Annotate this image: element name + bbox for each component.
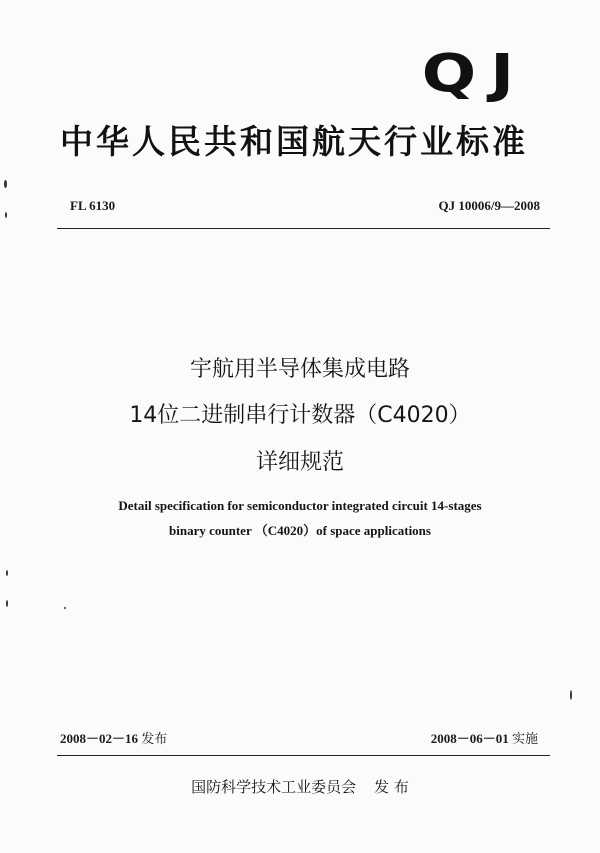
scan-speck bbox=[64, 607, 66, 609]
title-en-line-1: Detail specification for semiconductor integrated circuit 14-stages bbox=[118, 498, 482, 513]
standard-category-title: 中华人民共和国航天行业标准 bbox=[60, 122, 528, 161]
scan-speck bbox=[5, 212, 7, 218]
scan-speck bbox=[6, 570, 8, 576]
date-row bbox=[60, 728, 538, 748]
effective-label: 实施 bbox=[511, 732, 538, 747]
issuer-action: 发 布 bbox=[374, 778, 409, 796]
qj-logo: QJ bbox=[421, 43, 528, 105]
scan-speck bbox=[570, 690, 572, 700]
title-zh-line-1: 宇航用半导体集成电路 bbox=[189, 357, 410, 382]
issue-label: 发布 bbox=[141, 732, 168, 747]
top-divider bbox=[57, 228, 550, 229]
effective-date: 2008－06－01 bbox=[430, 731, 509, 746]
code-row bbox=[70, 198, 540, 218]
title-zh-line-3: 详细规范 bbox=[255, 450, 344, 475]
title-zh-line-2: 14位二进制串行计数器（C4020） bbox=[129, 403, 471, 428]
title-en-line-2: binary counter （C4020）of space applications bbox=[169, 523, 431, 538]
standard-number: QJ 10006/9—2008 bbox=[438, 198, 540, 213]
issue-date: 2008－02－16 bbox=[60, 731, 139, 746]
classification-code: FL 6130 bbox=[70, 198, 116, 213]
issue-date-block bbox=[60, 728, 167, 747]
issuer-line bbox=[0, 776, 600, 797]
scan-speck bbox=[4, 180, 7, 188]
bottom-divider bbox=[57, 755, 550, 756]
scan-speck bbox=[6, 600, 8, 607]
effective-date-block bbox=[431, 728, 538, 747]
issuer-name: 国防科学技术工业委员会 bbox=[191, 778, 357, 796]
